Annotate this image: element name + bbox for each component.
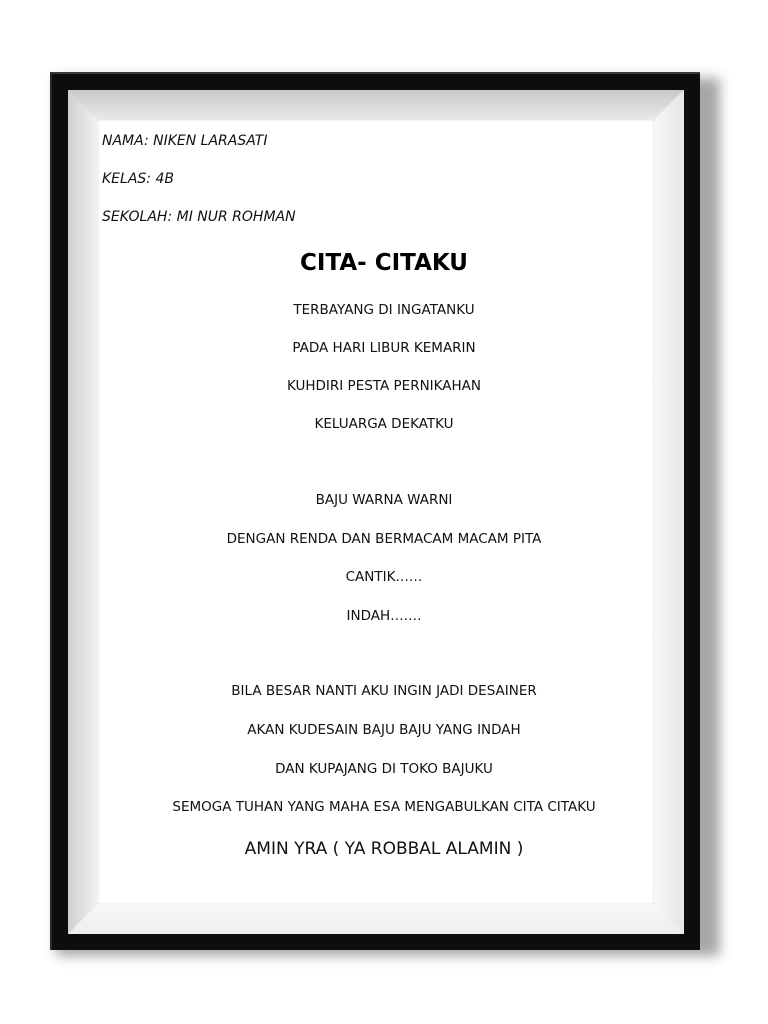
poem-line: PADA HARI LIBUR KEMARIN [292, 340, 476, 356]
closing-prayer: AMIN YRA ( YA ROBBAL ALAMIN ) [244, 839, 524, 859]
student-name: NAMA: NIKEN LARASATI [102, 133, 268, 149]
poem-line: DENGAN RENDA DAN BERMACAM MACAM PITA [226, 531, 542, 547]
poem-line: TERBAYANG DI INGATANKU [293, 302, 475, 318]
poem-line: INDAH……. [346, 608, 422, 624]
picture-frame [50, 72, 700, 950]
poem-line: BAJU WARNA WARNI [315, 492, 453, 508]
poem-line: AKAN KUDESAIN BAJU BAJU YANG INDAH [247, 722, 521, 738]
mat-bevel-top [68, 90, 684, 120]
poem-line: BILA BESAR NANTI AKU INGIN JADI DESAINER [231, 683, 537, 699]
student-school: SEKOLAH: MI NUR ROHMAN [102, 209, 296, 225]
mat-bevel-bottom [68, 904, 684, 934]
poem-line: DAN KUPAJANG DI TOKO BAJUKU [275, 761, 493, 777]
poem-line: KELUARGA DEKATKU [314, 416, 454, 432]
poem-title: CITA- CITAKU [300, 250, 468, 276]
poem-line: CANTIK…… [345, 569, 423, 585]
poem-line: SEMOGA TUHAN YANG MAHA ESA MENGABULKAN CITA CITAKU [172, 799, 596, 815]
poem-line: KUHDIRI PESTA PERNIKAHAN [287, 378, 481, 394]
paper-sheet [98, 120, 654, 904]
student-class: KELAS: 4B [102, 171, 174, 187]
